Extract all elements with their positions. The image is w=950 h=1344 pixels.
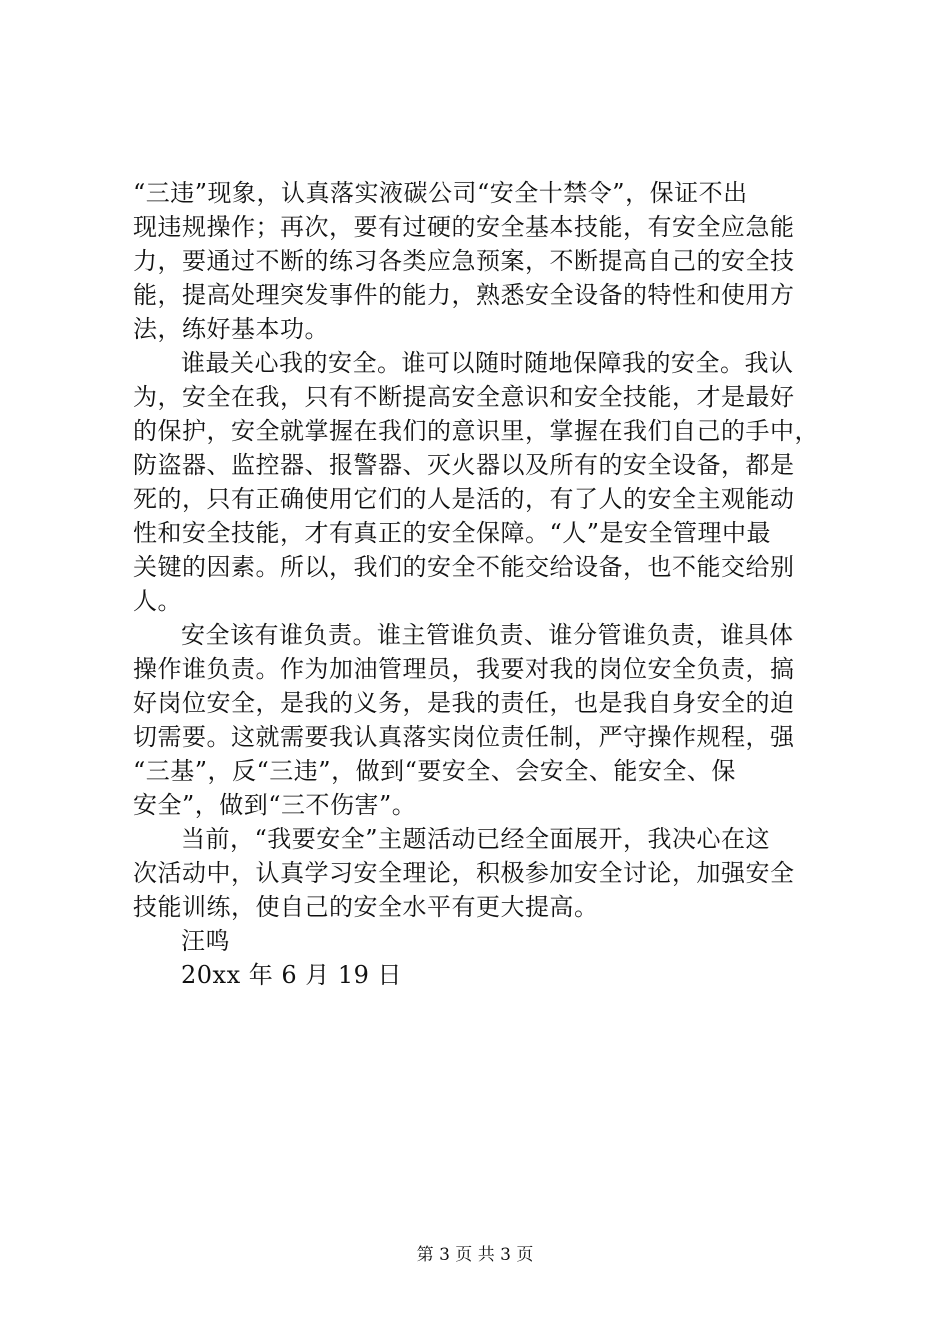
body-line: “三基”，反“三违”，做到“要安全、会安全、能安全、保 bbox=[133, 757, 736, 785]
signature-date: 20xx 年 6 月 19 日 bbox=[181, 961, 403, 989]
body-line: 死的，只有正确使用它们的人是活的，有了人的安全主观能动 bbox=[133, 485, 795, 513]
paragraph-start-line: 当前，“我要安全”主题活动已经全面展开，我决心在这 bbox=[181, 825, 771, 853]
body-line: 现违规操作；再次，要有过硬的安全基本技能，有安全应急能 bbox=[133, 213, 795, 241]
body-line: 关键的因素。所以，我们的安全不能交给设备，也不能交给别 bbox=[133, 553, 795, 581]
body-line: 次活动中，认真学习安全理论，积极参加安全讨论，加强安全 bbox=[133, 859, 795, 887]
body-line: 人。 bbox=[133, 587, 182, 615]
body-line: 的保护，安全就掌握在我们的意识里，掌握在我们自己的手中， bbox=[133, 417, 819, 445]
body-line: 安全”，做到“三不伤害”。 bbox=[133, 791, 417, 819]
paragraph-start-line: 谁最关心我的安全。谁可以随时随地保障我的安全。我认 bbox=[181, 349, 794, 377]
body-line: 法，练好基本功。 bbox=[133, 315, 329, 343]
body-line: 操作谁负责。作为加油管理员，我要对我的岗位安全负责，搞 bbox=[133, 655, 795, 683]
document-body bbox=[133, 176, 833, 992]
signature-name: 汪鸣 bbox=[181, 927, 230, 955]
body-line: 能，提高处理突发事件的能力，熟悉安全设备的特性和使用方 bbox=[133, 281, 795, 309]
body-line: 力，要通过不断的练习各类应急预案，不断提高自己的安全技 bbox=[133, 247, 795, 275]
body-line: 技能训练，使自己的安全水平有更大提高。 bbox=[133, 893, 599, 921]
body-line: 好岗位安全，是我的义务，是我的责任，也是我自身安全的迫 bbox=[133, 689, 795, 717]
body-line: 为，安全在我，只有不断提高安全意识和安全技能，才是最好 bbox=[133, 383, 795, 411]
body-line: “三违”现象，认真落实液碳公司“安全十禁令”，保证不出 bbox=[133, 179, 748, 207]
page-number: 第 3 页 共 3 页 bbox=[416, 1245, 534, 1265]
body-line: 性和安全技能，才有真正的安全保障。“人”是安全管理中最 bbox=[133, 519, 772, 547]
body-line: 切需要。这就需要我认真落实岗位责任制，严守操作规程，强 bbox=[133, 723, 795, 751]
paragraph-start-line: 安全该有谁负责。谁主管谁负责、谁分管谁负责，谁具体 bbox=[181, 621, 794, 649]
body-line: 防盗器、监控器、报警器、灭火器以及所有的安全设备，都是 bbox=[133, 451, 795, 479]
